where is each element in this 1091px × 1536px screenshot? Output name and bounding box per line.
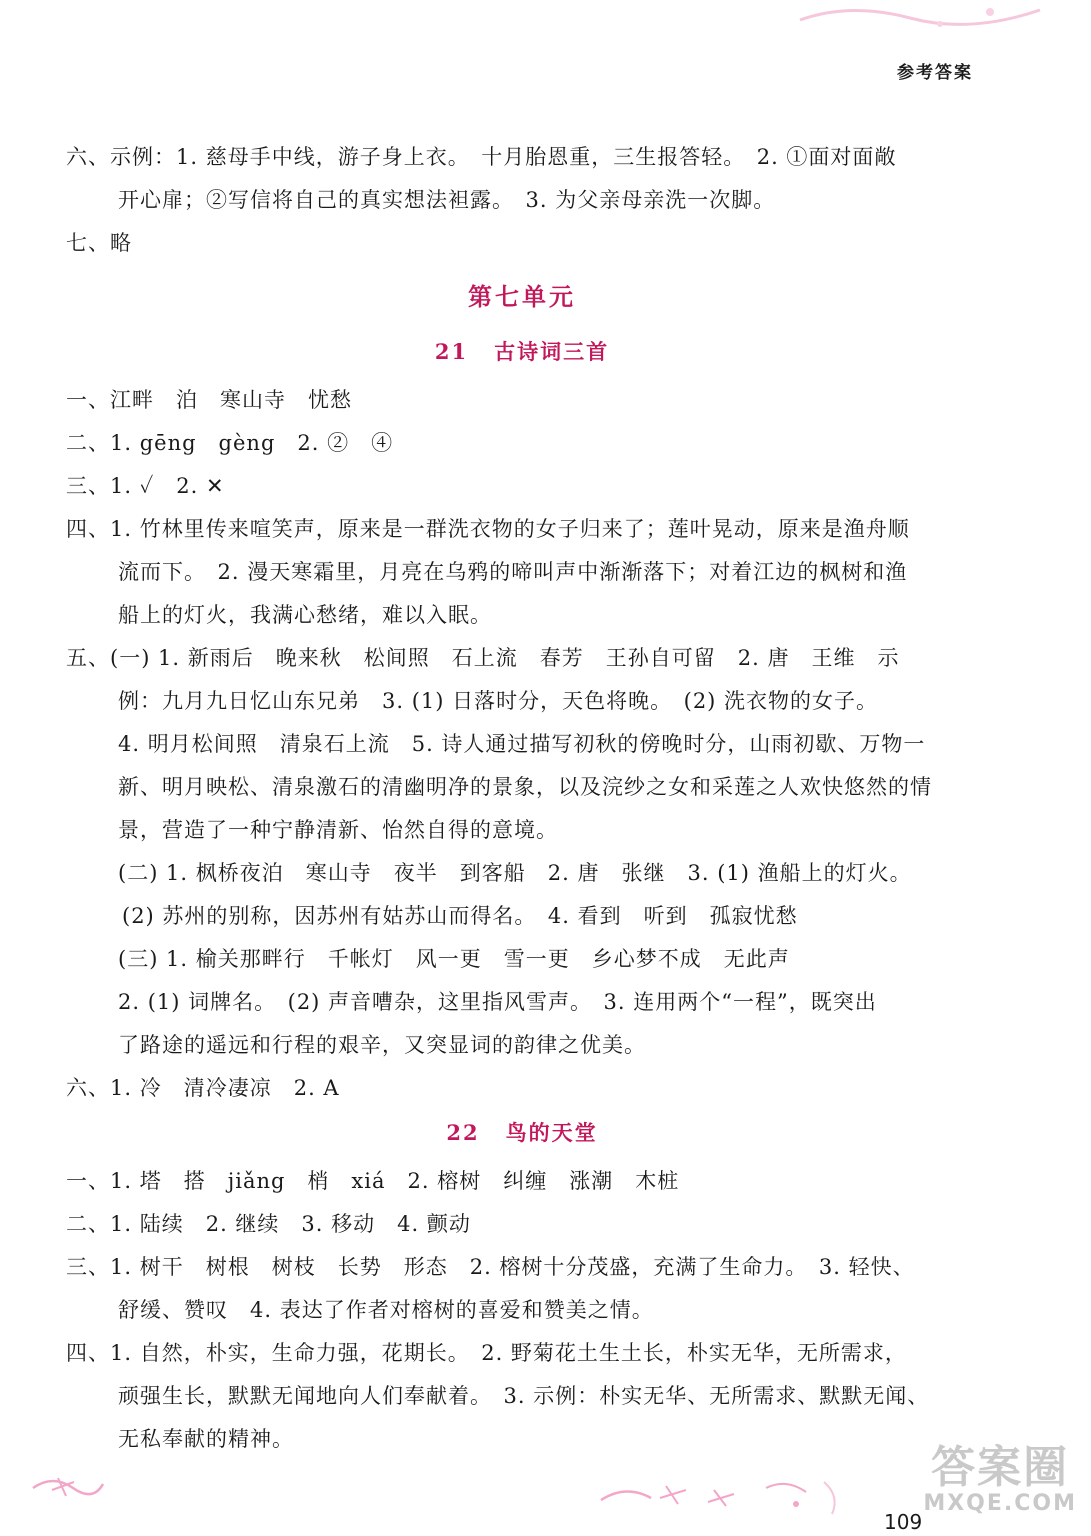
l21-line-11: 景，营造了一种宁静清新、怡然自得的意境。 bbox=[118, 818, 558, 842]
l22-line-5: 四、1. 自然，朴实，生命力强，花期长。 2. 野菊花土生土长，朴实无华，无所需求， bbox=[66, 1341, 907, 1365]
l21-line-15: 2. (1) 词牌名。 (2) 声音嘈杂，这里指风雪声。 3. 连用两个“一程”，既突出 bbox=[118, 990, 877, 1014]
l21-line-9: 4. 明月松间照 清泉石上流 5. 诗人通过描写初秋的傍晚时分，山雨初歇、万物一 bbox=[118, 732, 926, 756]
page-number: 109 bbox=[884, 1510, 923, 1534]
l22-line-6: 顽强生长，默默无闻地向人们奉献着。 3. 示例：朴实无华、无所需求、默默无闻、 bbox=[118, 1384, 930, 1408]
l22-line-7: 无私奉献的精神。 bbox=[118, 1427, 294, 1451]
l21-line-4: 四、1. 竹林里传来喧笑声，原来是一群洗衣物的女子归来了；莲叶晃动，原来是渔舟顺 bbox=[66, 517, 910, 541]
l21-line-17: 六、1. 冷 清冷凄凉 2. A bbox=[66, 1076, 340, 1100]
l21-line-14: (三) 1. 榆关那畔行 千帐灯 风一更 雪一更 乡心梦不成 无此声 bbox=[118, 947, 790, 971]
bottom-left-decoration bbox=[28, 1466, 108, 1506]
lesson-22-name: 鸟的天堂 bbox=[505, 1120, 598, 1145]
l21-line-3: 三、1. ✓ 2. ✕ bbox=[66, 474, 225, 498]
unit-title: 第七单元 bbox=[468, 282, 576, 311]
l22-line-3: 三、1. 树干 树根 树枝 长势 形态 2. 榕树十分茂盛，充满了生命力。 3. 轻快、 bbox=[66, 1255, 915, 1279]
lesson-21-number: 21 bbox=[434, 339, 469, 364]
content bbox=[66, 136, 978, 1461]
l21-line-8: 例：九月九日忆山东兄弟 3. (1) 日落时分，天色将晚。 (2) 洗衣物的女子。 bbox=[118, 689, 879, 713]
l21-line-12: (二) 1. 枫桥夜泊 寒山寺 夜半 到客船 2. 唐 张继 3. (1) 渔船上的灯火。 bbox=[118, 861, 912, 885]
l21-line-13: (2) 苏州的别称，因苏州有姑苏山而得名。 4. 看到 听到 孤寂忧愁 bbox=[122, 904, 798, 928]
intro-line-1: 六、示例：1. 慈母手中线，游子身上衣。 十月胎恩重，三生报答轻。 2. ①面对面敞 bbox=[66, 145, 897, 169]
l22-line-1: 一、1. 塔 搭 jiǎng 梢 xiá 2. 榕树 纠缠 涨潮 木桩 bbox=[66, 1169, 680, 1193]
watermark-logo-text: 答案圈 bbox=[931, 1442, 1070, 1493]
bottom-center-decoration bbox=[596, 1470, 856, 1520]
lesson-22-title bbox=[66, 1112, 978, 1154]
l21-line-2: 二、1. gēng gèng 2. ② ④ bbox=[66, 431, 394, 455]
l22-line-4: 舒缓、赞叹 4. 表达了作者对榕树的喜爱和赞美之情。 bbox=[118, 1298, 654, 1322]
header-tag: 参考答案 bbox=[897, 63, 973, 83]
l21-line-1: 一、江畔 泊 寒山寺 忧愁 bbox=[66, 388, 352, 412]
intro-line-3: 七、略 bbox=[66, 231, 132, 255]
l21-line-7: 五、(一) 1. 新雨后 晚来秋 松间照 石上流 春芳 王孙自可留 2. 唐 王维 示 bbox=[66, 646, 900, 670]
watermark-domain: MXQE.COM bbox=[923, 1491, 1077, 1516]
l22-line-2: 二、1. 陆续 2. 继续 3. 移动 4. 颤动 bbox=[66, 1212, 471, 1236]
l21-line-10: 新、明月映松、清泉激石的清幽明净的景象，以及浣纱之女和采莲之人欢快悠然的情 bbox=[118, 775, 932, 799]
l21-line-5: 流而下。 2. 漫天寒霜里，月亮在乌鸦的啼叫声中渐渐落下；对着江边的枫树和渔 bbox=[118, 560, 908, 584]
lesson-22-number: 22 bbox=[446, 1120, 480, 1145]
l21-line-6: 船上的灯火，我满心愁绪，难以入眠。 bbox=[118, 603, 492, 627]
intro-line-2: 开心扉；②写信将自己的真实想法袒露。 3. 为父亲母亲洗一次脚。 bbox=[118, 188, 776, 212]
lesson-21-title bbox=[66, 331, 978, 373]
watermark bbox=[923, 1442, 1077, 1516]
lesson-21-name: 古诗词三首 bbox=[494, 339, 610, 364]
l21-line-16: 了路途的遥远和行程的艰辛，又突显词的韵律之优美。 bbox=[118, 1033, 646, 1057]
top-decoration bbox=[790, 0, 1070, 40]
